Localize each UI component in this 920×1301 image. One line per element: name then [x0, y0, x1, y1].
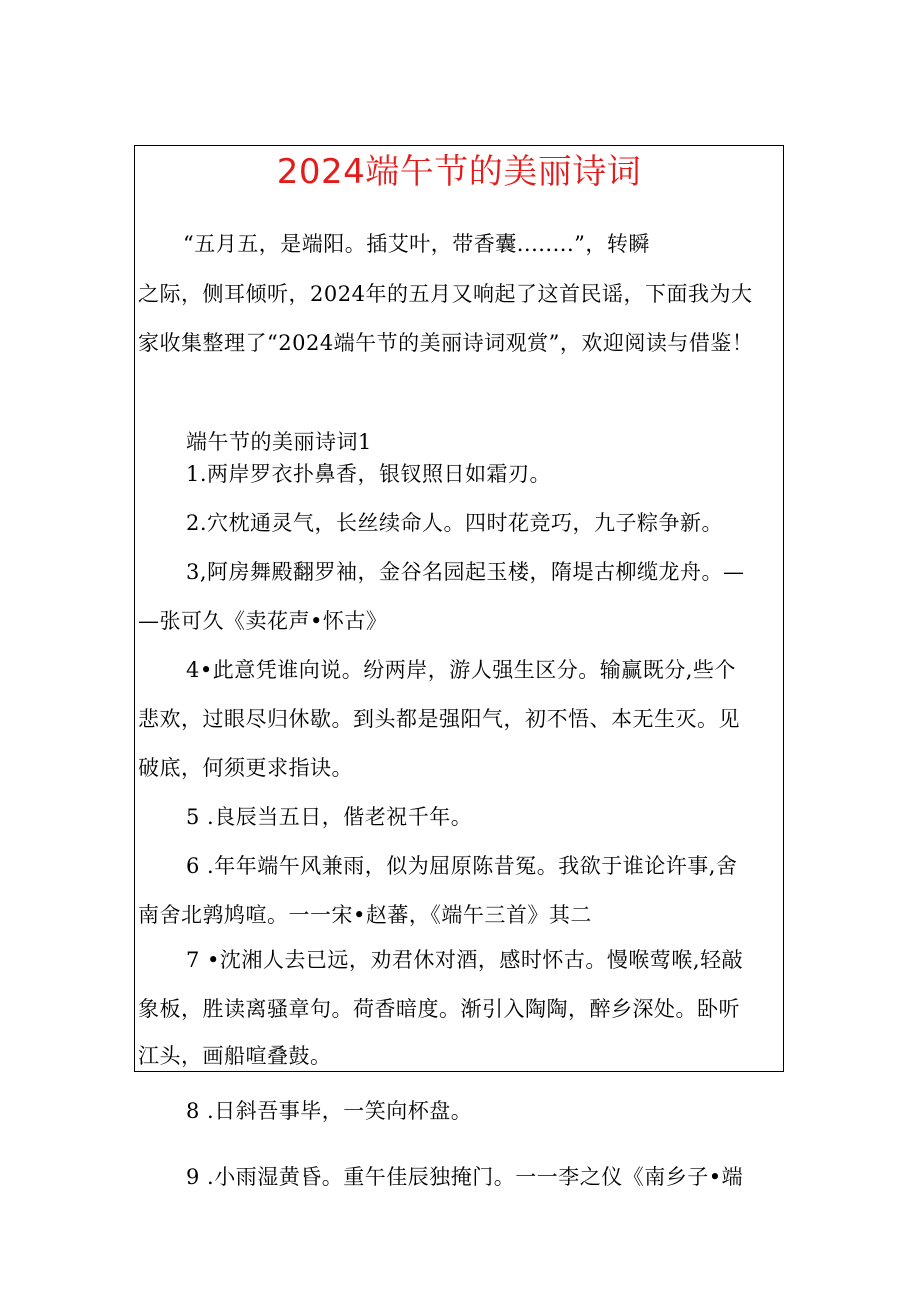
- intro-line-1: “五月五，是端阳。插艾叶，带香囊........”，转瞬: [183, 232, 650, 256]
- poem-line-2: 2.穴枕通灵气，长丝续命人。四时花竞巧，九子粽争新。: [186, 511, 724, 535]
- poem-line-11: 7 •沈湘人去已远，劝君休对酒，感时怀古。慢喉莺喉,轻敲: [186, 948, 744, 972]
- poem-line-5: 4•此意凭谁向说。纷两岸，游人强生区分。输赢既分,些个: [186, 658, 736, 682]
- section-heading: 端午节的美丽诗词1: [186, 430, 372, 454]
- poem-line-8: 5 .良辰当五日，偕老祝千年。: [186, 805, 473, 829]
- intro-line-2: 之际，侧耳倾听，2024年的五月又响起了这首民谣，下面我为大: [138, 282, 753, 306]
- intro-line-3: 家收集整理了“2024端午节的美丽诗词观赏”，欢迎阅读与借鉴！: [138, 331, 754, 355]
- poem-line-1: 1.两岸罗衣扑鼻香，银钗照日如霜刃。: [186, 462, 552, 486]
- poem-line-3: 3,阿房舞殿翻罗袖，金谷名园起玉楼，隋堤古柳缆龙舟。—: [186, 560, 745, 584]
- poem-line-12: 象板，胜读离骚章句。荷香暗度。渐引入陶陶，醉乡深处。卧听: [138, 997, 740, 1021]
- poem-line-15: 9 .小雨湿黄昏。重午佳辰独掩门。一一李之仪《南乡子•端: [186, 1165, 744, 1189]
- poem-line-10: 南舍北鹑鸠喧。一一宋•赵蕃，《端午三首》其二: [138, 903, 592, 927]
- page-title: 2024端午节的美丽诗词: [276, 152, 642, 192]
- poem-line-14: 8 .日斜吾事毕，一笑向杯盘。: [186, 1099, 473, 1123]
- poem-line-4: —张可久《卖花声•怀古》: [138, 609, 388, 633]
- poem-line-13: 江头，画船喧叠鼓。: [138, 1044, 332, 1068]
- poem-line-6: 悲欢，过眼尽归休歇。到头都是强阳气，初不悟、本无生灭。见: [138, 707, 740, 731]
- poem-line-9: 6 .年年端午风兼雨，似为屈原陈昔冤。我欲于谁论许事,舍: [186, 854, 738, 878]
- poem-line-7: 破底，何须更求指诀。: [138, 756, 353, 780]
